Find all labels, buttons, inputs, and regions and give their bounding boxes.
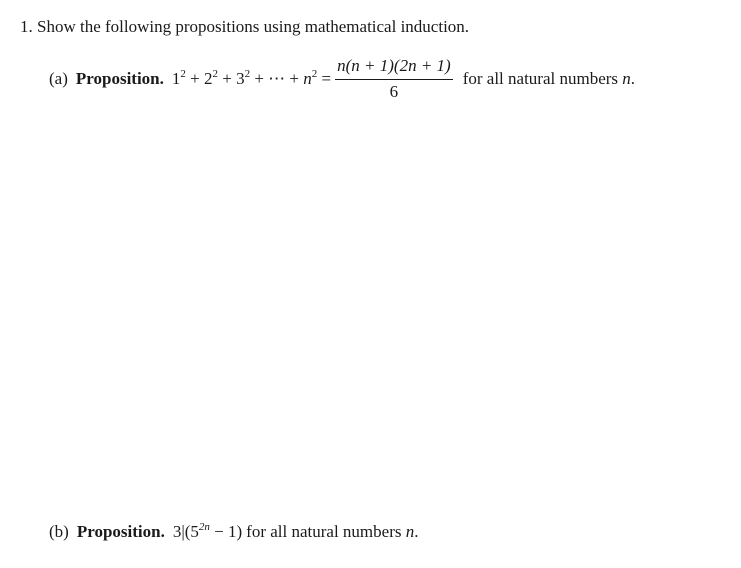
ellipsis: ⋯ xyxy=(268,69,286,88)
part-b-tail-period: . xyxy=(414,522,419,541)
term-n-exponent: 2 xyxy=(311,68,318,80)
numerator-text: n(n + 1)(2n + 1) xyxy=(337,56,451,75)
part-b-label: (b) xyxy=(49,522,69,541)
expression-base: 3|(5 xyxy=(172,522,199,541)
term-3-base: 3 xyxy=(236,69,245,88)
term-3-exponent: 2 xyxy=(244,68,251,80)
part-a-sum-expression xyxy=(172,69,331,89)
term-1-exponent: 2 xyxy=(180,68,186,80)
part-b-tail-variable: n xyxy=(405,522,415,541)
fraction-denominator: 6 xyxy=(389,82,399,101)
plus-sign: + xyxy=(222,69,232,88)
expression-remainder: − 1) xyxy=(209,522,243,541)
problem-heading-text: Show the following propositions using mathematical induction. xyxy=(37,17,470,36)
part-b xyxy=(49,522,418,542)
term-2-exponent: 2 xyxy=(212,68,218,80)
part-a-label: (a) xyxy=(49,69,68,88)
part-b-tail-text: for all natural numbers xyxy=(246,522,402,541)
expression-exponent: 2n xyxy=(198,521,210,533)
part-a-tail-period: . xyxy=(630,69,636,88)
plus-sign: + xyxy=(254,69,264,88)
problem-number: 1. xyxy=(20,17,33,36)
plus-sign: + xyxy=(190,69,200,88)
fraction xyxy=(335,56,453,102)
part-b-divisibility-expression xyxy=(173,522,242,542)
part-b-tail xyxy=(246,522,418,542)
part-b-proposition-word: Proposition. xyxy=(76,522,165,541)
term-n-base: n xyxy=(303,69,312,88)
term-2-base: 2 xyxy=(203,69,213,88)
term-1-base: 1 xyxy=(171,69,181,88)
fraction-numerator xyxy=(335,56,453,80)
part-a-tail-text: for all natural numbers xyxy=(462,69,619,88)
problem-heading xyxy=(20,17,469,37)
part-a xyxy=(49,56,635,102)
equals-sign: = xyxy=(321,69,332,88)
part-a-tail xyxy=(463,69,635,89)
part-a-proposition-word: Proposition. xyxy=(75,69,164,88)
part-a-tail-variable: n xyxy=(622,69,631,88)
plus-sign: + xyxy=(289,69,300,88)
